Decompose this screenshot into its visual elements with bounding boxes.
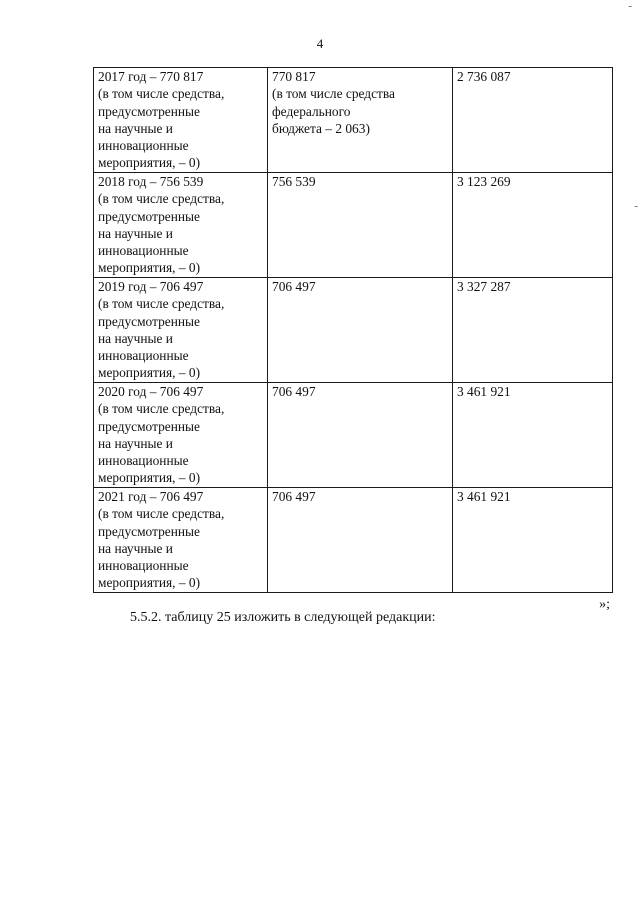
table-cell-year — [94, 68, 268, 173]
table-cell-total — [453, 68, 613, 173]
cell-line: мероприятия, – 0) — [98, 155, 201, 171]
cell-line: федерального — [272, 103, 351, 119]
table-row — [94, 488, 613, 593]
budget-table — [93, 67, 613, 593]
cell-line: 2017 год – 770 817 — [98, 69, 204, 84]
instruction-paragraph: 5.5.2. таблицу 25 изложить в следующей редакции: — [130, 610, 436, 625]
table-cell-year — [94, 278, 268, 383]
cell-line: мероприятия, – 0) — [98, 575, 201, 591]
table-cell-total — [453, 383, 613, 488]
cell-line: 756 539 — [272, 174, 316, 189]
cell-line: 2019 год – 706 497 — [98, 279, 204, 294]
cell-line: предусмотренные — [98, 313, 200, 329]
cell-line: инновационные — [98, 348, 189, 364]
table-cell-year — [94, 383, 268, 488]
cell-line: 3 461 921 — [457, 489, 511, 504]
cell-line: 706 497 — [272, 489, 316, 504]
cell-line: инновационные — [98, 453, 189, 469]
cell-line: предусмотренные — [98, 208, 200, 224]
cell-line: 770 817 — [272, 69, 316, 84]
table-cell-year — [94, 488, 268, 593]
cell-line: мероприятия, – 0) — [98, 470, 201, 486]
cell-line: 2021 год – 706 497 — [98, 489, 204, 504]
table-cell-amount — [268, 488, 453, 593]
table-cell-total — [453, 278, 613, 383]
edge-mark-mid: - — [634, 200, 638, 212]
cell-line: на научные и — [98, 330, 173, 346]
cell-line: инновационные — [98, 138, 189, 154]
cell-line: предусмотренные — [98, 418, 200, 434]
cell-line: на научные и — [98, 120, 173, 136]
cell-line: инновационные — [98, 243, 189, 259]
cell-line: 3 461 921 — [457, 384, 511, 399]
cell-line: 2 736 087 — [457, 69, 511, 84]
cell-line: мероприятия, – 0) — [98, 260, 201, 276]
closing-quote: »; — [599, 597, 610, 612]
table-cell-amount — [268, 68, 453, 173]
cell-line: на научные и — [98, 540, 173, 556]
cell-line: (в том числе средства, — [98, 506, 225, 522]
cell-line: бюджета – 2 063) — [272, 120, 370, 136]
table-row — [94, 173, 613, 278]
cell-line: 2018 год – 756 539 — [98, 174, 204, 189]
table-row — [94, 383, 613, 488]
cell-line: на научные и — [98, 435, 173, 451]
cell-line: предусмотренные — [98, 103, 200, 119]
table-cell-year — [94, 173, 268, 278]
cell-line: предусмотренные — [98, 523, 200, 539]
table-cell-amount — [268, 173, 453, 278]
cell-line: (в том числе средства — [272, 86, 395, 102]
page-number: 4 — [316, 36, 324, 51]
table-cell-total — [453, 173, 613, 278]
cell-line: мероприятия, – 0) — [98, 365, 201, 381]
table-row — [94, 278, 613, 383]
edge-mark-top: - — [628, 0, 632, 12]
table-cell-amount — [268, 278, 453, 383]
table-cell-total — [453, 488, 613, 593]
cell-line: 3 123 269 — [457, 174, 511, 189]
cell-line: инновационные — [98, 558, 189, 574]
table-row — [94, 68, 613, 173]
cell-line: (в том числе средства, — [98, 296, 225, 312]
table-cell-amount — [268, 383, 453, 488]
cell-line: 706 497 — [272, 279, 316, 294]
cell-line: (в том числе средства, — [98, 401, 225, 417]
cell-line: (в том числе средства, — [98, 191, 225, 207]
cell-line: 706 497 — [272, 384, 316, 399]
budget-table-body — [94, 68, 613, 593]
cell-line: 2020 год – 706 497 — [98, 384, 204, 399]
cell-line: (в том числе средства, — [98, 86, 225, 102]
cell-line: на научные и — [98, 225, 173, 241]
cell-line: 3 327 287 — [457, 279, 511, 294]
